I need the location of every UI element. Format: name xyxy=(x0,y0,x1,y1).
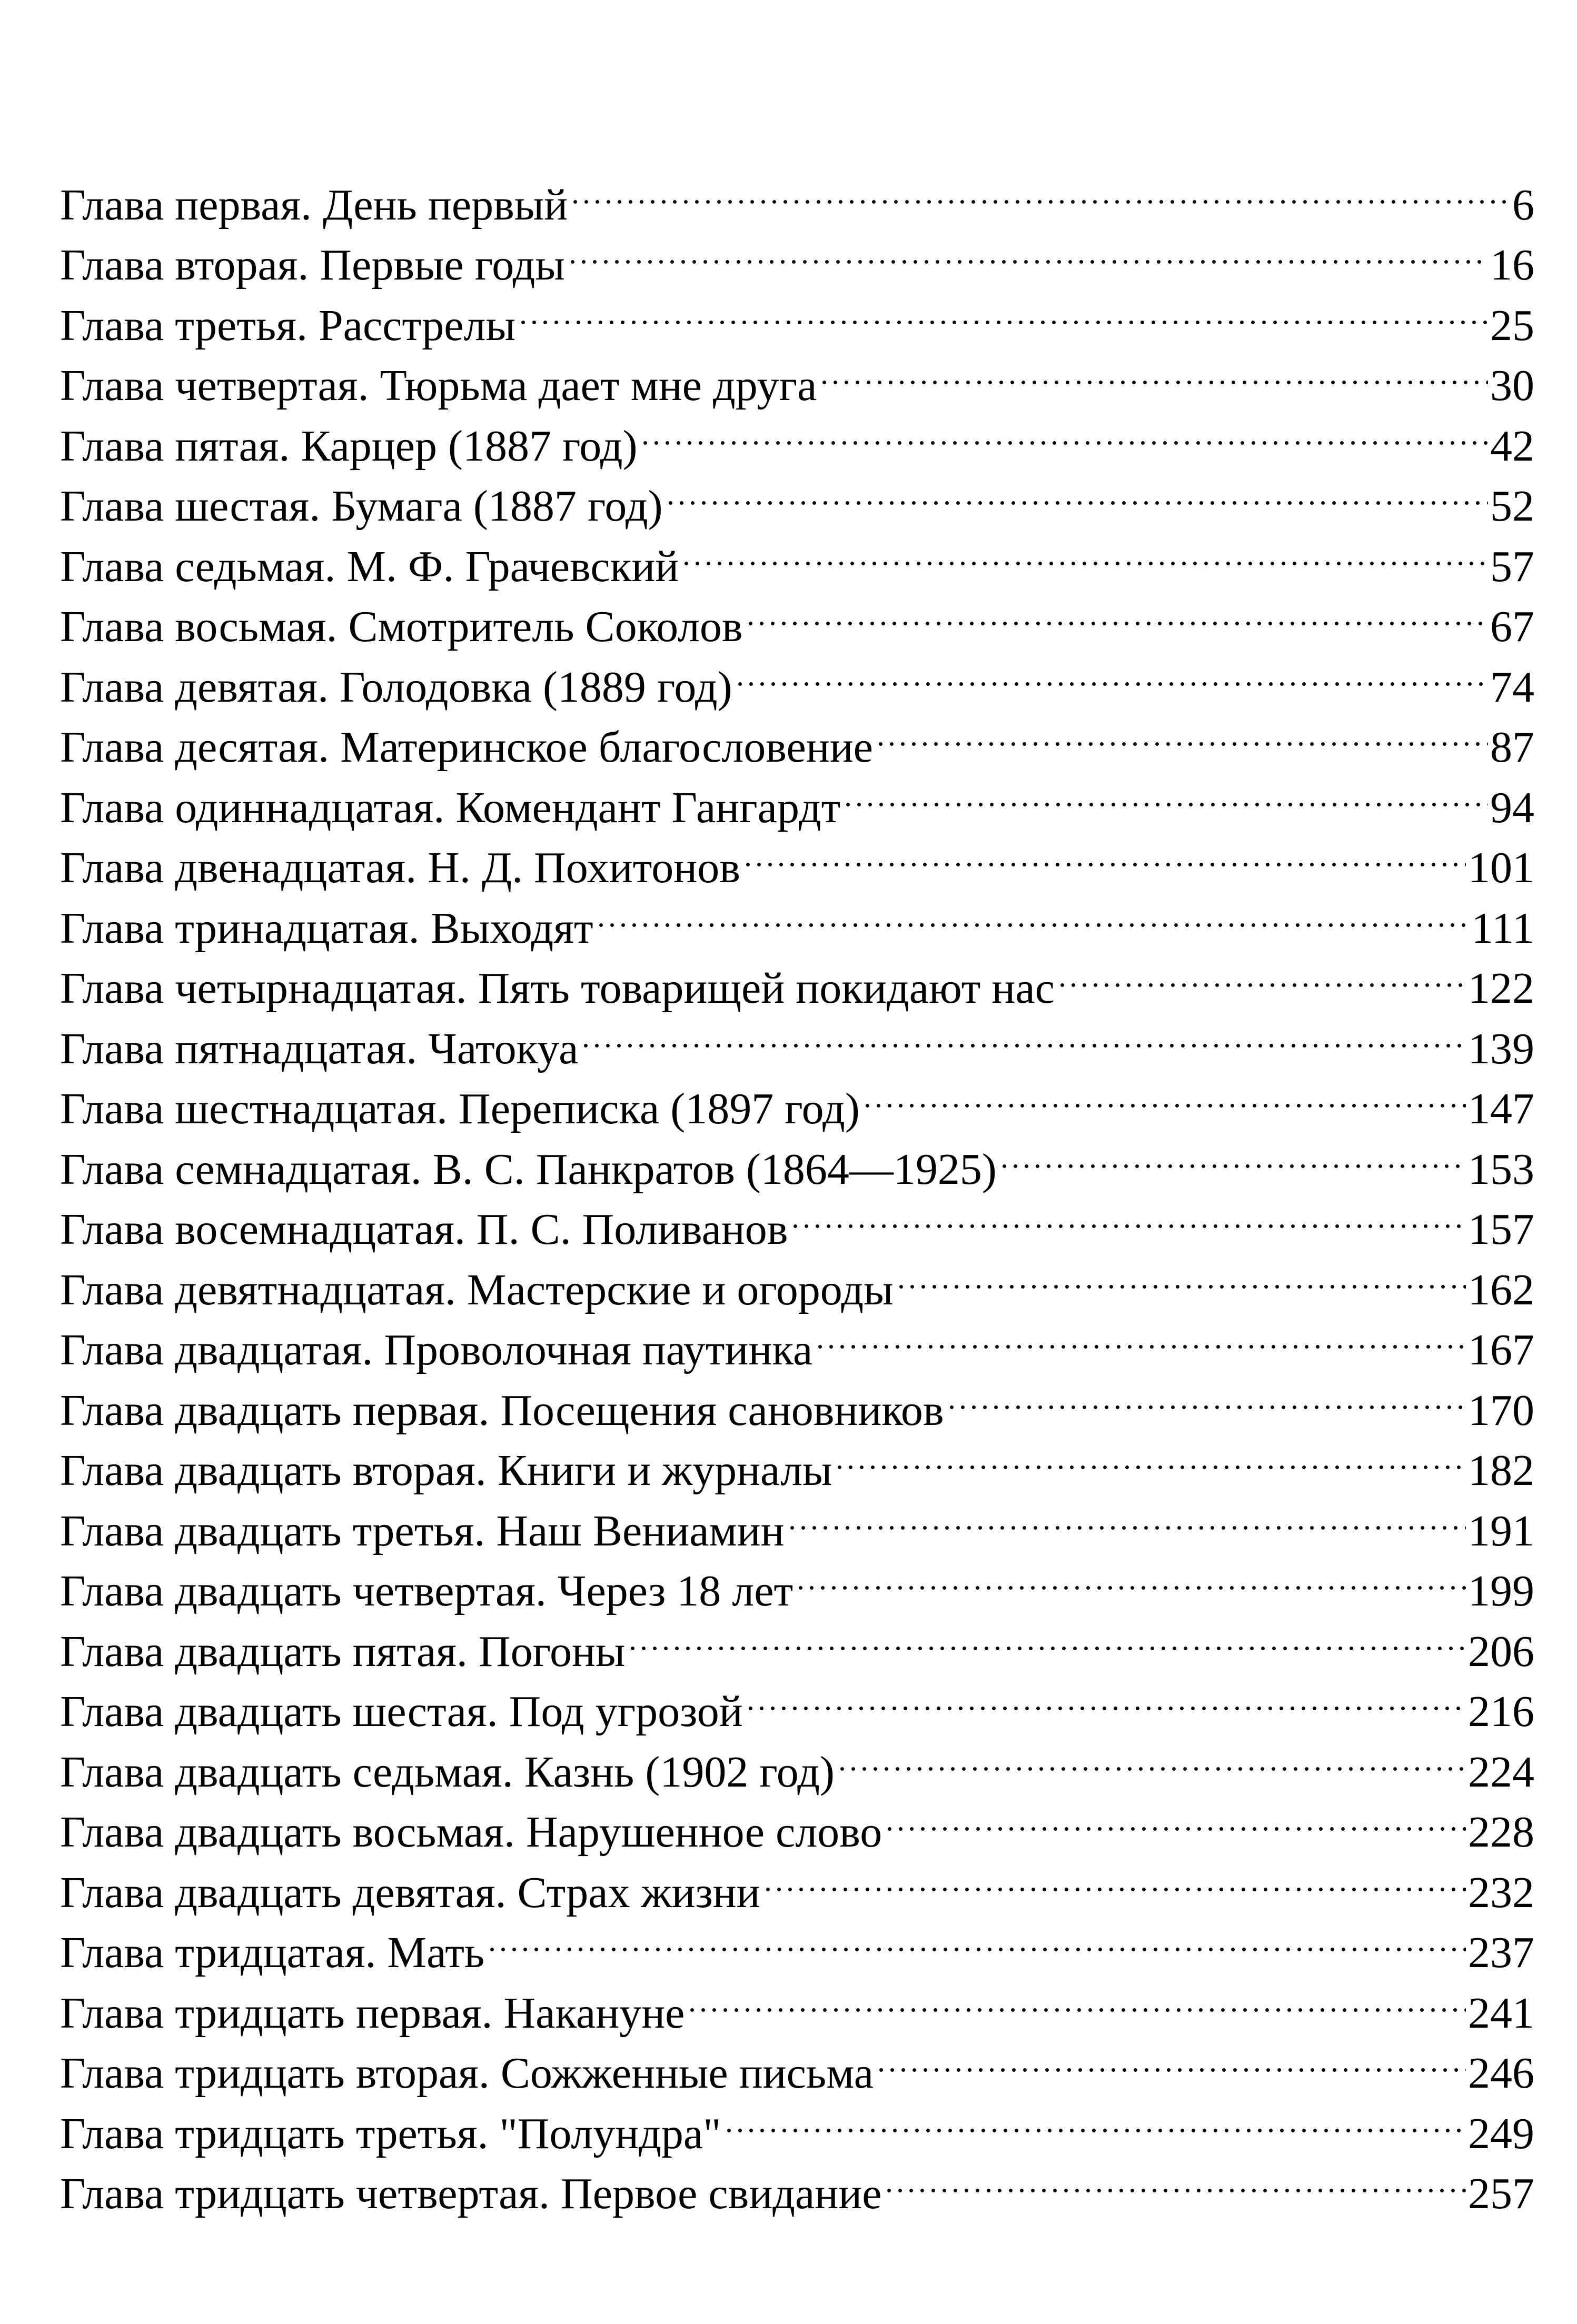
dot-leader xyxy=(665,461,1488,521)
dot-leader xyxy=(875,702,1488,762)
toc-entry-title: Глава двадцать шестая. Под угрозой xyxy=(60,1687,743,1736)
toc-entry-title: Глава тридцать четвертая. Первое свидание xyxy=(60,2169,882,2218)
toc-entry-title: Глава третья. Расстрелы xyxy=(60,301,515,350)
toc-entry-title: Глава одиннадцатая. Комендант Гангардт xyxy=(60,783,841,832)
toc-entry-title: Глава четвертая. Тюрьма дает мне друга xyxy=(60,361,817,410)
toc-entry-page-number: 25 xyxy=(1490,301,1534,350)
toc-entry-page-number: 57 xyxy=(1490,542,1534,591)
toc-entry-page-number: 122 xyxy=(1468,964,1534,1013)
dot-leader xyxy=(735,641,1488,702)
toc-entry-title: Глава тридцать первая. Накануне xyxy=(60,1988,685,2038)
toc-entry-page-number: 257 xyxy=(1468,2169,1534,2218)
dot-leader xyxy=(819,340,1488,401)
toc-entry-page-number: 87 xyxy=(1490,723,1534,772)
toc-entry-page-number: 232 xyxy=(1468,1868,1534,1917)
dot-leader xyxy=(862,1063,1466,1124)
toc-entry-page-number: 67 xyxy=(1490,602,1534,651)
toc-entry-page-number: 6 xyxy=(1512,180,1534,230)
toc-entry-title: Глава шестая. Бумага (1887 год) xyxy=(60,482,663,531)
toc-entry-page-number: 224 xyxy=(1468,1747,1534,1797)
toc-entry-title: Глава восьмая. Смотритель Соколов xyxy=(60,602,743,651)
toc-entry-page-number: 139 xyxy=(1468,1024,1534,1073)
dot-leader xyxy=(787,1485,1466,1545)
table-of-contents xyxy=(60,159,1534,2218)
dot-leader xyxy=(745,1666,1466,1727)
toc-entry-page-number: 182 xyxy=(1468,1446,1534,1495)
toc-entry-title: Глава четырнадцатая. Пять товарищей покидают нас xyxy=(60,964,1055,1013)
toc-entry-page-number: 199 xyxy=(1468,1567,1534,1615)
dot-leader xyxy=(876,2028,1466,2088)
toc-entry-page-number: 157 xyxy=(1468,1205,1534,1254)
dot-leader xyxy=(742,822,1466,883)
dot-leader xyxy=(896,1244,1466,1304)
dot-leader xyxy=(640,400,1488,461)
toc-entry-title: Глава седьмая. М. Ф. Грачевский xyxy=(60,542,679,591)
toc-entry-title: Глава тридцать третья. "Полундра" xyxy=(60,2109,721,2158)
toc-entry-page-number: 246 xyxy=(1468,2049,1534,2098)
toc-entry-title: Глава тринадцатая. Выходят xyxy=(60,903,593,953)
toc-entry-page-number: 228 xyxy=(1468,1808,1534,1857)
dot-leader xyxy=(884,1787,1466,1847)
dot-leader xyxy=(627,1605,1466,1666)
dot-leader xyxy=(999,1123,1466,1184)
dot-leader xyxy=(842,762,1488,822)
toc-entry-page-number: 249 xyxy=(1468,2109,1534,2158)
toc-entry-title: Глава восемнадцатая. П. С. Поливанов xyxy=(60,1205,788,1254)
dot-leader xyxy=(795,1545,1466,1606)
dot-leader xyxy=(687,1967,1466,2028)
toc-entry-title: Глава двенадцатая. Н. Д. Похитонов xyxy=(60,843,740,892)
toc-entry-page-number: 111 xyxy=(1471,903,1534,953)
toc-entry-title: Глава двадцать седьмая. Казнь (1902 год) xyxy=(60,1747,835,1797)
toc-entry-page-number: 153 xyxy=(1468,1144,1534,1194)
toc-entry-title: Глава двадцать вторая. Книги и журналы xyxy=(60,1446,832,1495)
toc-entry-page-number: 206 xyxy=(1468,1627,1534,1676)
dot-leader xyxy=(815,1304,1466,1365)
toc-entry[interactable] xyxy=(60,159,1534,230)
toc-entry-page-number: 162 xyxy=(1468,1265,1534,1314)
toc-entry-page-number: 191 xyxy=(1468,1506,1534,1555)
toc-entry-title: Глава девятнадцатая. Мастерские и огороды xyxy=(60,1265,894,1314)
dot-leader xyxy=(723,2088,1466,2148)
toc-entry-page-number: 170 xyxy=(1468,1385,1534,1435)
toc-entry-title: Глава двадцать восьмая. Нарушенное слово xyxy=(60,1808,882,1857)
toc-entry-title: Глава шестнадцатая. Переписка (1897 год) xyxy=(60,1084,860,1133)
toc-entry-title: Глава тридцатая. Мать xyxy=(60,1928,485,1977)
dot-leader xyxy=(834,1425,1466,1485)
toc-entry-title: Глава двадцать первая. Посещения сановников xyxy=(60,1385,944,1435)
toc-entry-title: Глава первая. День первый xyxy=(60,180,568,230)
dot-leader xyxy=(745,581,1488,642)
toc-entry-title: Глава двадцать четвертая. Через 18 лет xyxy=(60,1567,794,1615)
dot-leader xyxy=(762,1847,1466,1907)
toc-entry-title: Глава семнадцатая. В. С. Панкратов (1864—1925) xyxy=(60,1144,997,1194)
toc-entry-page-number: 167 xyxy=(1468,1325,1534,1374)
toc-entry-page-number: 52 xyxy=(1490,482,1534,531)
dot-leader xyxy=(570,159,1510,220)
dot-leader xyxy=(596,882,1470,943)
dot-leader xyxy=(518,280,1488,340)
toc-entry-title: Глава двадцать третья. Наш Вениамин xyxy=(60,1506,785,1555)
dot-leader xyxy=(487,1907,1466,1968)
toc-entry-title: Глава двадцать пятая. Погоны xyxy=(60,1627,626,1676)
dot-leader xyxy=(884,2148,1466,2209)
dot-leader xyxy=(946,1364,1466,1425)
dot-leader xyxy=(790,1184,1466,1244)
toc-entry-page-number: 74 xyxy=(1490,662,1534,712)
toc-entry-title: Глава двадцатая. Проволочная паутинка xyxy=(60,1325,813,1374)
dot-leader xyxy=(681,521,1488,581)
toc-entry-page-number: 94 xyxy=(1490,783,1534,832)
toc-entry-title: Глава тридцать вторая. Сожженные письма xyxy=(60,2049,874,2098)
toc-entry-page-number: 237 xyxy=(1468,1928,1534,1977)
toc-entry-page-number: 216 xyxy=(1468,1687,1534,1736)
toc-entry-page-number: 30 xyxy=(1490,361,1534,410)
toc-entry-title: Глава девятая. Голодовка (1889 год) xyxy=(60,662,732,712)
toc-entry-title: Глава пятнадцатая. Чатокуа xyxy=(60,1024,579,1073)
toc-entry-title: Глава двадцать девятая. Страх жизни xyxy=(60,1868,760,1917)
toc-entry-title: Глава вторая. Первые годы xyxy=(60,241,565,290)
toc-entry-page-number: 16 xyxy=(1490,241,1534,290)
dot-leader xyxy=(837,1726,1466,1787)
toc-entry-title: Глава десятая. Материнское благословение xyxy=(60,723,873,772)
toc-entry-page-number: 147 xyxy=(1468,1084,1534,1133)
dot-leader xyxy=(1057,943,1466,1003)
toc-entry-page-number: 241 xyxy=(1468,1988,1534,2038)
toc-entry-title: Глава пятая. Карцер (1887 год) xyxy=(60,421,638,471)
toc-entry-page-number: 101 xyxy=(1468,843,1534,892)
dot-leader xyxy=(567,220,1488,280)
dot-leader xyxy=(580,1003,1466,1063)
toc-entry-page-number: 42 xyxy=(1490,421,1534,471)
